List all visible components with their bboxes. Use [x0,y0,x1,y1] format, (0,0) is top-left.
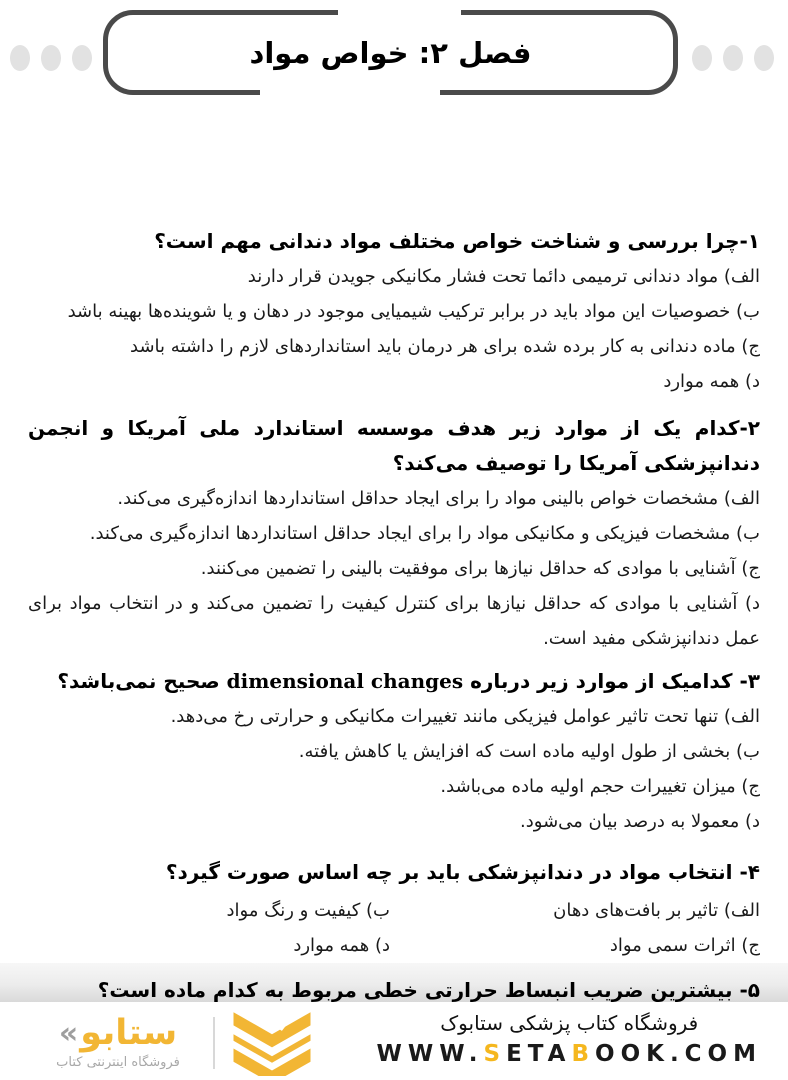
url-eta: ETA [506,1041,572,1067]
logo-wordmark [38,1013,198,1053]
page-bottom-fade [0,963,788,1002]
setabook-logo [38,1010,314,1076]
logo-wordmark-text: ستابو [80,1013,178,1053]
decorative-dots-right [692,45,774,71]
question-3-option-b: ب) بخشی از طول اولیه ماده است که افزایش یا کاهش یافته. [298,741,760,762]
question-2 [28,411,760,656]
logo-kaf-glyph: « [58,1015,79,1051]
url-b-gold: B [571,1041,596,1067]
question-3-title-fa-start: ۳- کدامیک از موارد زیر درباره [463,669,760,693]
logo-tagline: فروشگاه اینترنتی کتاب [56,1055,180,1070]
question-4-option-d: د) همه موارد [293,935,390,956]
question-4 [28,855,760,963]
question-3 [28,664,760,839]
dot-icon [723,45,743,71]
setabook-chevron-icon [230,1010,314,1076]
dot-icon [692,45,712,71]
question-1-option-b: ب) خصوصیات این مواد باید در برابر ترکیب شیمیایی موجود در دهان و یا شوینده‌ها بهینه باشد [67,301,760,322]
question-1-option-c: ج) ماده دندانی به کار برده شده برای هر درمان باید استانداردهای لازم را داشته باشد [130,336,760,357]
question-1 [28,224,760,399]
dot-icon [754,45,774,71]
website-url [377,1041,763,1067]
question-3-english-term: dimensional changes [226,669,464,693]
question-2-title: ۲-کدام یک از موارد زیر هدف موسسه استاندارد ملی آمریکا و انجمن دندانپزشکی آمریکا را توصیف می‌کند؟ [28,416,760,475]
url-ook-com: OOK.COM [595,1041,762,1067]
question-2-option-a: الف) مشخصات خواص بالینی مواد را برای ایجاد حداقل استانداردها اندازه‌گیری می‌کند. [117,488,760,509]
chapter-title-frame [103,10,678,95]
question-4-options-grid [28,893,760,963]
question-3-option-d: د) معمولا به درصد بیان می‌شود. [520,811,760,832]
chapter-title: فصل ۲: خواص مواد [249,35,532,70]
question-5-title: ۵- بیشترین ضریب انبساط حرارتی خطی مربوط به کدام ماده است؟ [97,978,760,1002]
url-www: WWW. [376,1041,484,1067]
frame-gap-bottom [260,89,440,96]
question-3-title-fa-end: صحیح نمی‌باشد؟ [57,669,227,693]
question-2-option-d: د) آشنایی با موادی که حداقل نیازها برای کنترل کیفیت را تضمین می‌کند و در انتخاب مواد برای عمل دندانپزشکی مفید است. [28,593,760,649]
question-3-title [28,664,760,699]
question-4-title: ۴- انتخاب مواد در دندانپزشکی باید بر چه اساس صورت گیرد؟ [165,860,760,884]
questions-area [28,224,760,963]
question-2-option-b: ب) مشخصات فیزیکی و مکانیکی مواد را برای ایجاد حداقل استانداردها اندازه‌گیری می‌کند. [89,523,760,544]
logo-divider [213,1017,215,1069]
store-name: فروشگاه کتاب پزشکی ستابوک [440,1011,699,1035]
question-1-option-a: الف) مواد دندانی ترمیمی دائما تحت فشار مکانیکی جویدن قرار دارند [247,266,760,287]
question-3-option-a: الف) تنها تحت تاثیر عوامل فیزیکی مانند تغییرات مکانیکی و حرارتی رخ می‌دهد. [170,706,760,727]
dot-icon [41,45,61,71]
question-2-option-c: ج) آشنایی با موادی که حداقل نیازها برای موفقیت بالینی را تضمین می‌کنند. [200,558,760,579]
decorative-dots-left [10,45,92,71]
logo-wordmark-block [38,1013,198,1070]
store-brand-block [377,1008,763,1067]
dot-icon [10,45,30,71]
frame-gap-top [338,9,461,16]
question-3-option-c: ج) میزان تغییرات حجم اولیه ماده می‌باشد. [440,776,760,797]
url-s-gold: S [483,1041,507,1067]
question-1-option-d: د) همه موارد [663,371,760,392]
question-4-option-c: ج) اثرات سمی مواد [609,935,760,956]
question-1-title: ۱-چرا بررسی و شناخت خواص مختلف مواد دندانی مهم است؟ [154,229,760,253]
question-4-option-a: الف) تاثیر بر بافت‌های دهان [553,900,760,921]
dot-icon [72,45,92,71]
question-4-option-b: ب) کیفیت و رنگ مواد [226,900,390,921]
footer [0,1002,788,1080]
